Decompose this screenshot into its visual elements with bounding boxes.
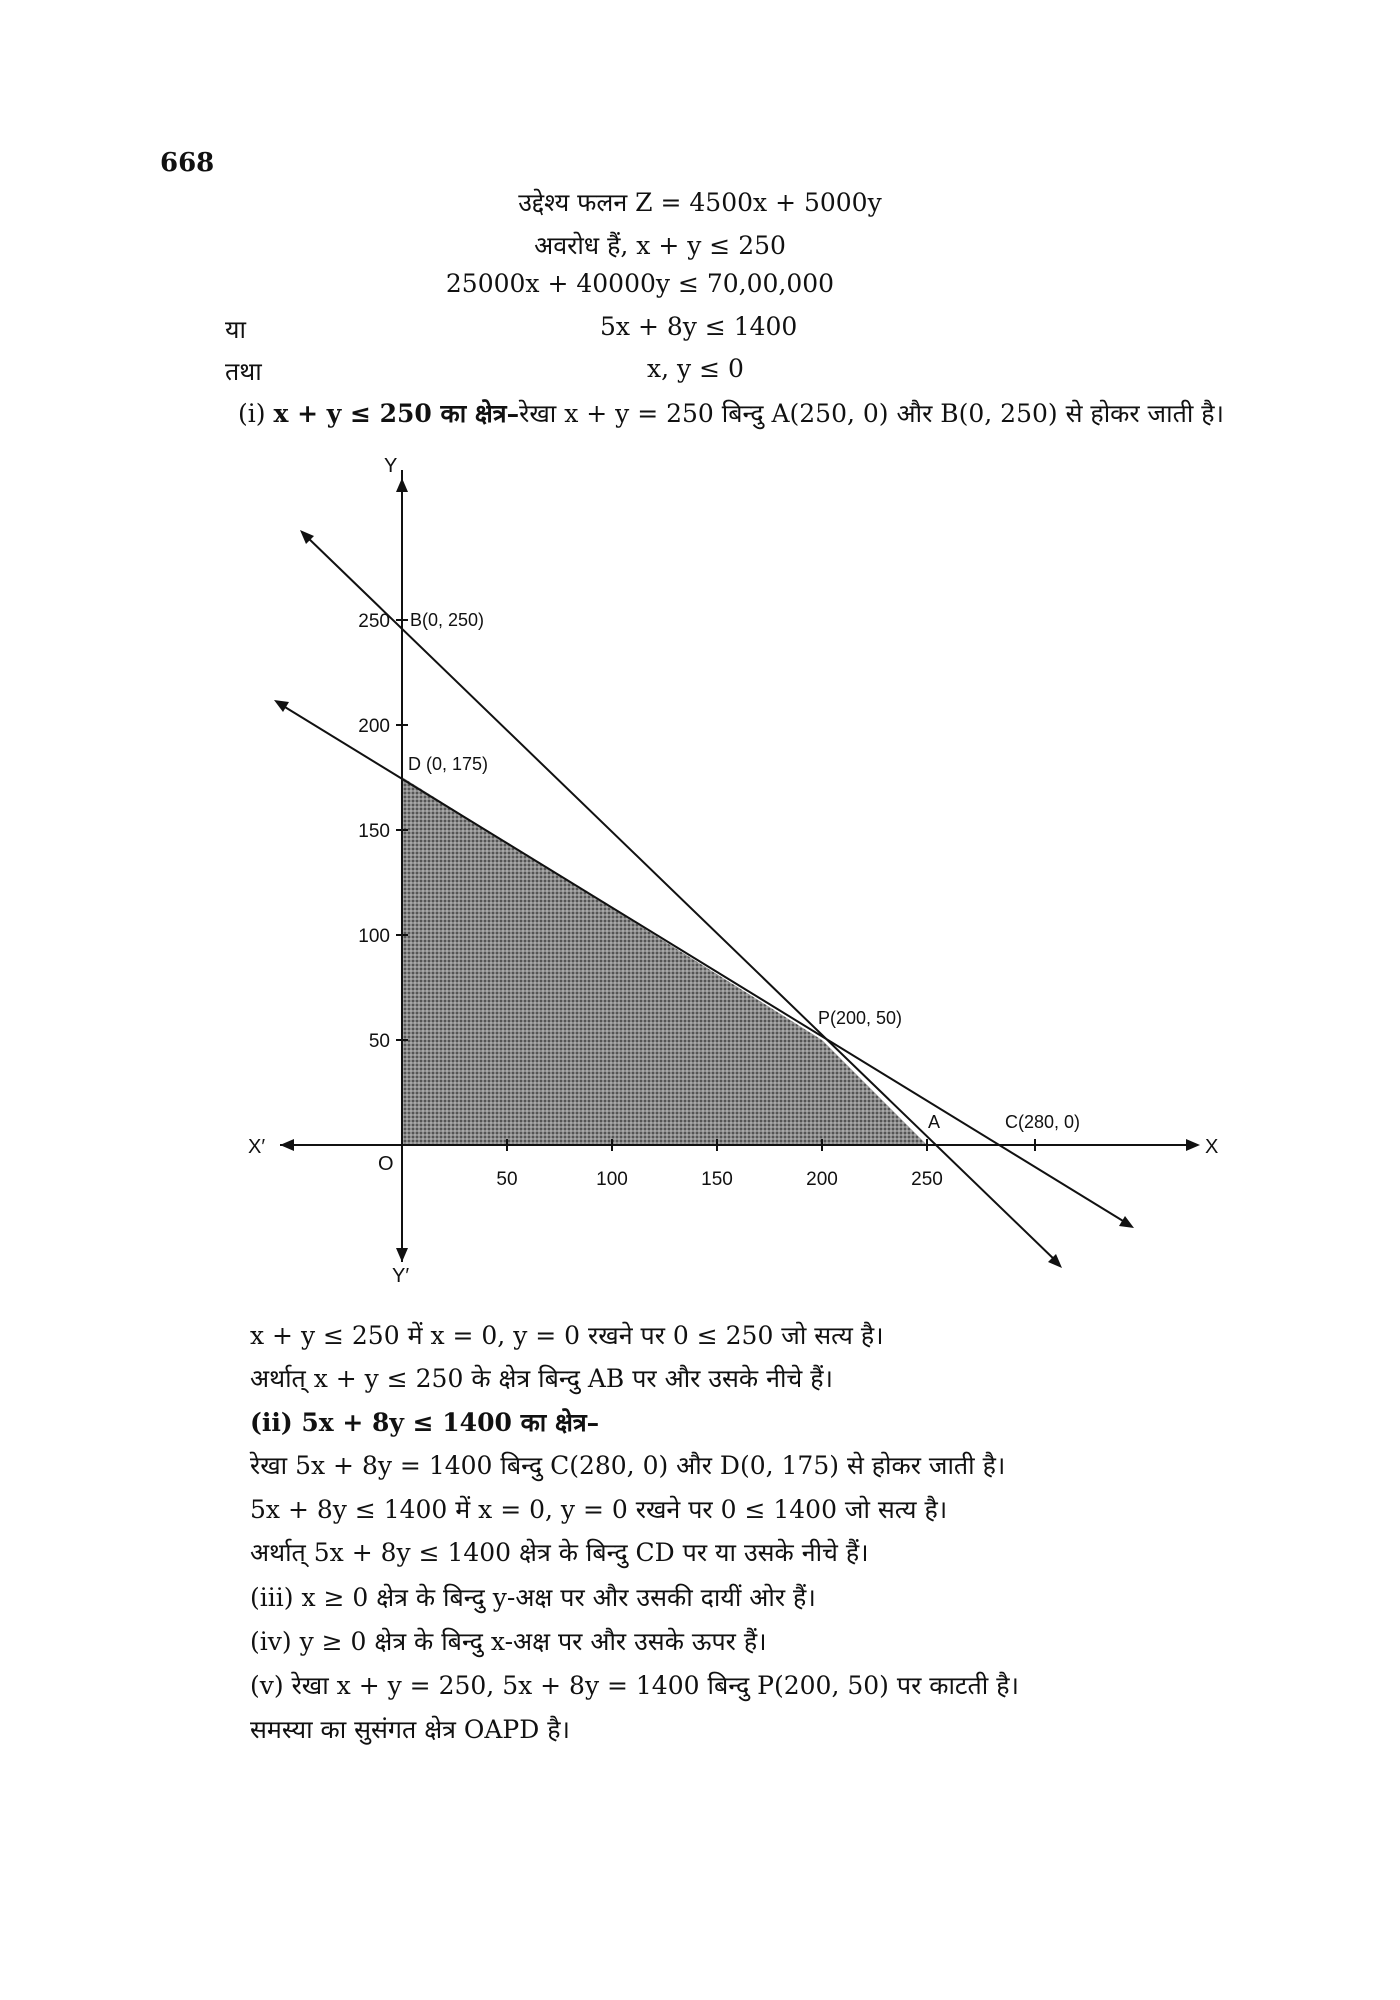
tatha-label: तथा (225, 357, 262, 386)
x-tick-labels (496, 1169, 942, 1190)
axis-labels (248, 455, 1218, 1287)
step-1-heading: x + y ≤ 250 का क्षेत्र– (273, 399, 520, 428)
ya-label: या (225, 315, 246, 344)
svg-text:C(280, 0): C(280, 0) (1005, 1112, 1081, 1132)
svg-text:150: 150 (701, 1169, 733, 1190)
svg-text:50: 50 (368, 1031, 390, 1052)
body-line: (v) रेखा x + y = 250, 5x + 8y = 1400 बिन्दु P(200, 50) पर काटती है। (250, 1671, 1019, 1700)
svg-text:D (0, 175): D (0, 175) (408, 754, 489, 774)
svg-text:250: 250 (911, 1169, 943, 1190)
objective-function: उद्देश्य फलन Z = 4500x + 5000y (518, 188, 882, 217)
body-line: x + y ≤ 250 में x = 0, y = 0 रखने पर 0 ≤ 250 जो सत्य है। (250, 1321, 884, 1350)
svg-text:O: O (378, 1153, 394, 1175)
constraint-1: अवरोध हैं, x + y ≤ 250 (534, 231, 786, 260)
body-line: अर्थात् x + y ≤ 250 के क्षेत्र बिन्दु AB पर और उसके नीचे हैं। (250, 1364, 833, 1393)
page-number: 668 (160, 148, 215, 178)
constraint-4: x, y ≤ 0 (647, 354, 744, 383)
body-line: 5x + 8y ≤ 1400 में x = 0, y = 0 रखने पर 0 ≤ 1400 जो सत्य है। (250, 1495, 948, 1524)
step-1-num: (i) (238, 399, 266, 428)
body-line: (iv) y ≥ 0 क्षेत्र के बिन्दु x-अक्ष पर और उसके ऊपर हैं। (250, 1627, 767, 1656)
svg-text:P(200, 50): P(200, 50) (818, 1008, 903, 1028)
svg-text:150: 150 (358, 821, 390, 842)
svg-text:X: X (1205, 1136, 1219, 1158)
svg-text:100: 100 (358, 926, 390, 947)
svg-text:Y: Y (384, 455, 398, 477)
svg-text:X′: X′ (248, 1136, 266, 1158)
body-heading: (ii) 5x + 8y ≤ 1400 का क्षेत्र– (250, 1408, 600, 1437)
constraint-2: 25000x + 40000y ≤ 70,00,000 (445, 269, 835, 298)
constraint-3: 5x + 8y ≤ 1400 (600, 312, 798, 341)
y-tick-labels (358, 611, 390, 1052)
body-line: (iii) x ≥ 0 क्षेत्र के बिन्दु y-अक्ष पर और उसकी दायीं ओर हैं। (250, 1583, 816, 1612)
svg-text:200: 200 (806, 1169, 838, 1190)
svg-text:50: 50 (496, 1169, 518, 1190)
body-line: रेखा 5x + 8y = 1400 बिन्दु C(280, 0) और D(0, 175) से होकर जाती है। (250, 1451, 1006, 1480)
svg-text:250: 250 (358, 611, 390, 632)
body-line: अर्थात् 5x + 8y ≤ 1400 क्षेत्र के बिन्दु CD पर या उसके नीचे हैं। (250, 1538, 869, 1567)
feasible-region (402, 777, 927, 1145)
body-line: समस्या का सुसंगत क्षेत्र OAPD है। (250, 1715, 570, 1744)
svg-text:200: 200 (358, 716, 390, 737)
step-1-text: रेखा x + y = 250 बिन्दु A(250, 0) और B(0, 250) से होकर जाती है। (519, 399, 1225, 428)
svg-text:A: A (928, 1112, 941, 1132)
svg-text:B(0, 250): B(0, 250) (410, 610, 485, 630)
svg-text:Y′: Y′ (392, 1265, 410, 1287)
svg-text:100: 100 (596, 1169, 628, 1190)
